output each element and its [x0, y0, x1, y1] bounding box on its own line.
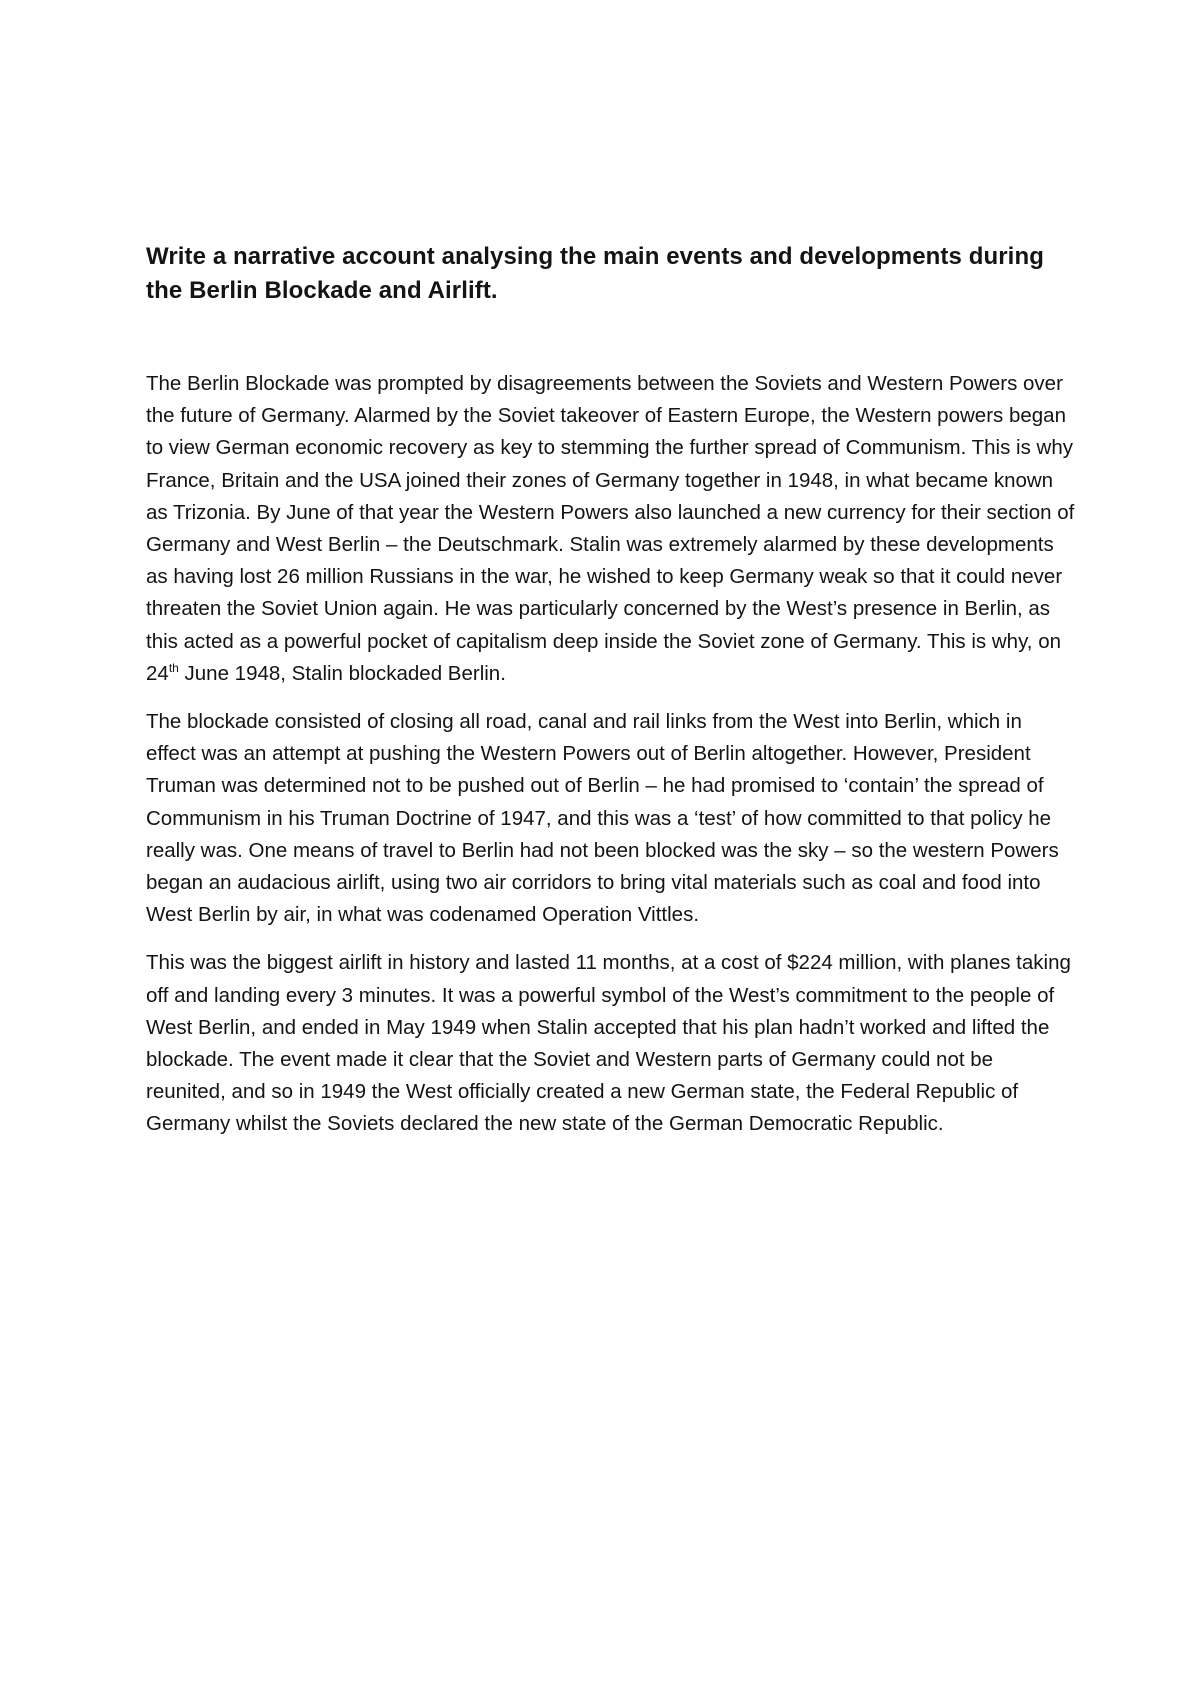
document-content [146, 240, 1076, 1157]
paragraph-2: The blockade consisted of closing all road, canal and rail links from the West into Berlin, which in effect was an attempt at pushing the Western Powers out of Berlin altogether. However, President Truman was determined not to be pushed out of Berlin – he had promised to ‘contain’ the spread of Communism in his Truman Doctrine of 1947, and this was a ‘test’ of how committed to that policy he really was. One means of travel to Berlin had not been blocked was the sky – so the western Powers began an audacious airlift, using two air corridors to bring vital materials such as coal and food into West Berlin by air, in what was codenamed Operation Vittles. [146, 710, 1059, 927]
document-body [146, 368, 1076, 1141]
paragraph-1-superscript: th [168, 661, 179, 675]
paragraph-1-text: The Berlin Blockade was prompted by disagreements between the Soviets and Western Powers over the future of Germany. Alarmed by the Soviet takeover of Eastern Europe, the Western powers began to view German economic recovery as key to stemming the further spread of Communism. This is why France, Britain and the USA joined their zones of Germany together in 1948, in what became known as Trizonia. By June of that year the Western Powers also launched a new currency for their section of Germany and West Berlin – the Deutschmark. Stalin was extremely alarmed by these developments as having lost 26 million Russians in the war, he wished to keep Germany weak so that it could never threaten the Soviet Union again. He was particularly concerned by the West’s presence in Berlin, as this acted as a powerful pocket of capitalism deep inside the Soviet zone of Germany. This is why, on 24 [146, 372, 1075, 685]
document-heading: Write a narrative account analysing the main events and developments during the Berlin Blockade and Airlift. [146, 243, 1044, 304]
paragraph-3: This was the biggest airlift in history and lasted 11 months, at a cost of $224 million, with planes taking off and landing every 3 minutes. It was a powerful symbol of the West’s commitment to the people of West Berlin, and ended in May 1949 when Stalin accepted that his plan hadn’t worked and lifted the blockade. The event made it clear that the Soviet and Western parts of Germany could not be reunited, and so in 1949 the West officially created a new German state, the Federal Republic of Germany whilst the Soviets declared the new state of the German Democratic Republic. [146, 951, 1071, 1136]
paragraph-1-text-after: June 1948, Stalin blockaded Berlin. [178, 661, 506, 685]
paragraph-1 [146, 368, 1076, 690]
